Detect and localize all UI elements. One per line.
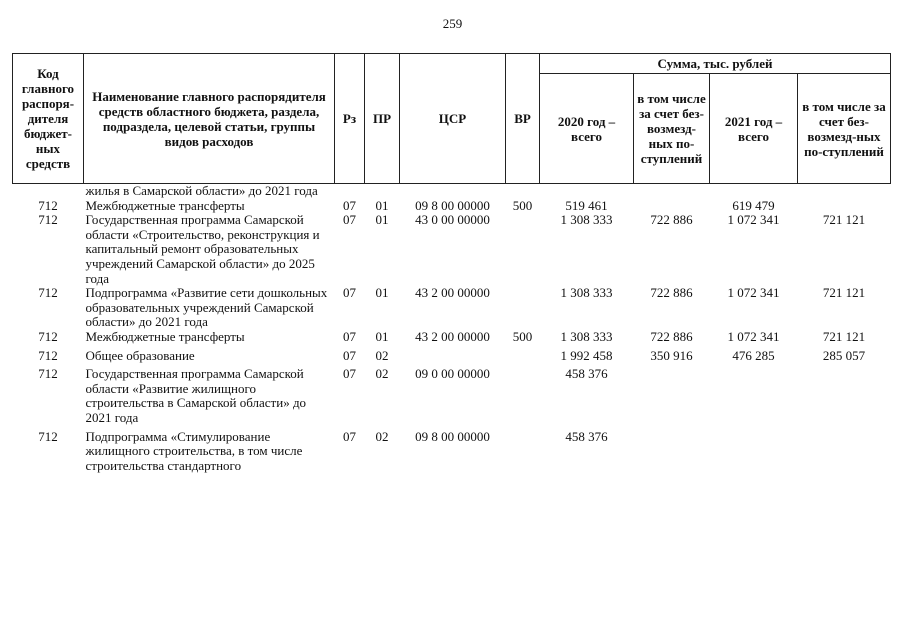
row-csr: 09 8 00 00000 bbox=[415, 197, 490, 213]
row-2021-grants: 721 121 bbox=[822, 285, 866, 301]
row-2021-grants bbox=[798, 363, 891, 425]
row-2020-total: 1 308 333 bbox=[560, 212, 613, 228]
header-name: Наименование главного распорядителя средств областного бюджета, раздела, подраздела, целевой статьи, группы видов расходов bbox=[84, 54, 335, 184]
row-2021-grants: 721 121 bbox=[822, 212, 866, 228]
row-name: Подпрограмма «Стимулирование жилищного строительства, в том числе строительства стандартного bbox=[85, 428, 303, 473]
row-vr bbox=[506, 184, 540, 199]
row-name: Государственная программа Самарской области «Развитие жилищного строительства в Самарской области» до 2021 года bbox=[85, 366, 307, 425]
row-2020-total: 1 992 458 bbox=[560, 347, 613, 363]
row-csr: 43 2 00 00000 bbox=[415, 285, 490, 301]
row-csr: 43 2 00 00000 bbox=[415, 328, 490, 344]
header-pr: ПР bbox=[365, 54, 400, 184]
row-2020-total: 458 376 bbox=[565, 366, 608, 382]
row-2021-grants bbox=[798, 426, 891, 474]
row-vr bbox=[506, 426, 540, 474]
header-sum: Сумма, тыс. рублей bbox=[540, 54, 891, 74]
table-row bbox=[13, 345, 891, 364]
row-csr bbox=[400, 184, 506, 199]
row-csr bbox=[400, 345, 506, 364]
row-csr: 43 0 00 00000 bbox=[415, 212, 490, 228]
row-2020-total: 1 308 333 bbox=[560, 285, 613, 301]
row-2021-total: 476 285 bbox=[732, 347, 775, 363]
row-pr: 02 bbox=[375, 366, 389, 382]
header-2020-grants: в том числе за счет без-возмезд-ных по-ступлений bbox=[634, 74, 710, 184]
row-code bbox=[13, 184, 84, 199]
row-pr: 02 bbox=[375, 347, 389, 363]
row-2020-grants bbox=[634, 184, 710, 199]
row-pr: 02 bbox=[375, 428, 389, 444]
row-pr: 01 bbox=[375, 285, 389, 301]
table-row bbox=[13, 213, 891, 286]
header-vr: ВР bbox=[506, 54, 540, 184]
row-rz: 07 bbox=[343, 347, 356, 363]
table-header bbox=[13, 54, 891, 184]
row-2021-total bbox=[710, 184, 798, 199]
table-row bbox=[13, 286, 891, 330]
header-code: Код главного распоря-дителя бюджет-ных средств bbox=[13, 54, 84, 184]
row-2020-total: 1 308 333 bbox=[560, 328, 613, 344]
row-rz bbox=[335, 184, 365, 199]
row-rz: 07 bbox=[343, 428, 356, 444]
row-code: 712 bbox=[38, 285, 58, 301]
row-2021-total bbox=[710, 363, 798, 425]
row-2021-total bbox=[710, 426, 798, 474]
table-row bbox=[13, 184, 891, 199]
row-vr bbox=[506, 345, 540, 364]
row-name: Общее образование bbox=[85, 347, 195, 363]
row-2020-grants bbox=[634, 426, 710, 474]
row-2021-total: 1 072 341 bbox=[727, 328, 780, 344]
row-csr: 09 0 00 00000 bbox=[415, 366, 490, 382]
row-2020-grants bbox=[634, 199, 710, 214]
table-row bbox=[13, 363, 891, 425]
row-vr bbox=[506, 213, 540, 286]
row-2021-grants: 721 121 bbox=[822, 328, 866, 344]
row-vr: 500 bbox=[512, 197, 533, 213]
row-name: Межбюджетные трансферты bbox=[85, 197, 245, 213]
row-code: 712 bbox=[38, 197, 58, 213]
row-pr: 01 bbox=[375, 212, 389, 228]
row-2021-grants bbox=[798, 199, 891, 214]
header-csr: ЦСР bbox=[400, 54, 506, 184]
row-code: 712 bbox=[38, 366, 58, 382]
row-2020-total: 519 461 bbox=[565, 197, 608, 213]
header-2021-total: 2021 год – всего bbox=[710, 74, 798, 184]
table-body bbox=[13, 184, 891, 474]
row-vr bbox=[506, 363, 540, 425]
header-2020-total: 2020 год – всего bbox=[540, 74, 634, 184]
row-vr bbox=[506, 286, 540, 330]
row-2021-total: 1 072 341 bbox=[727, 285, 780, 301]
row-name: жилья в Самарской области» до 2021 года bbox=[85, 183, 318, 198]
row-2021-grants bbox=[798, 184, 891, 199]
row-name: Подпрограмма «Развитие сети дошкольных образовательных учреждений Самарской области» до 2021 года bbox=[85, 285, 328, 330]
budget-table bbox=[12, 53, 891, 473]
table-row bbox=[13, 330, 891, 345]
row-2020-grants bbox=[634, 363, 710, 425]
row-name: Государственная программа Самарской области «Строительство, реконструкция и капитальный ремонт образовательных учреждений Самарской области» до 2025 года bbox=[85, 212, 320, 286]
row-2020-grants: 722 886 bbox=[650, 285, 693, 301]
row-pr bbox=[365, 184, 400, 199]
row-code: 712 bbox=[38, 428, 58, 444]
header-rz: Рз bbox=[335, 54, 365, 184]
header-2021-grants: в том числе за счет без-возмезд-ных по-ступлений bbox=[798, 74, 891, 184]
row-code: 712 bbox=[38, 212, 58, 228]
row-code: 712 bbox=[38, 328, 58, 344]
row-2021-total: 619 479 bbox=[732, 197, 775, 213]
row-2020-grants: 350 916 bbox=[650, 347, 693, 363]
row-2020-grants: 722 886 bbox=[650, 328, 693, 344]
row-pr: 01 bbox=[375, 197, 389, 213]
row-pr: 01 bbox=[375, 328, 389, 344]
page-number: 259 bbox=[442, 16, 463, 31]
row-2020-total bbox=[540, 184, 634, 199]
row-csr: 09 8 00 00000 bbox=[415, 428, 490, 444]
row-2021-grants: 285 057 bbox=[822, 347, 866, 363]
row-2020-grants: 722 886 bbox=[650, 212, 693, 228]
row-rz: 07 bbox=[343, 212, 356, 228]
row-name: Межбюджетные трансферты bbox=[85, 328, 245, 344]
row-rz: 07 bbox=[343, 285, 356, 301]
row-rz: 07 bbox=[343, 328, 356, 344]
row-2021-total: 1 072 341 bbox=[727, 212, 780, 228]
row-code: 712 bbox=[38, 347, 58, 363]
table-row bbox=[13, 426, 891, 474]
row-2020-total: 458 376 bbox=[565, 428, 608, 444]
table-row bbox=[13, 199, 891, 214]
row-vr: 500 bbox=[512, 328, 533, 344]
row-rz: 07 bbox=[343, 197, 356, 213]
row-rz: 07 bbox=[343, 366, 356, 382]
